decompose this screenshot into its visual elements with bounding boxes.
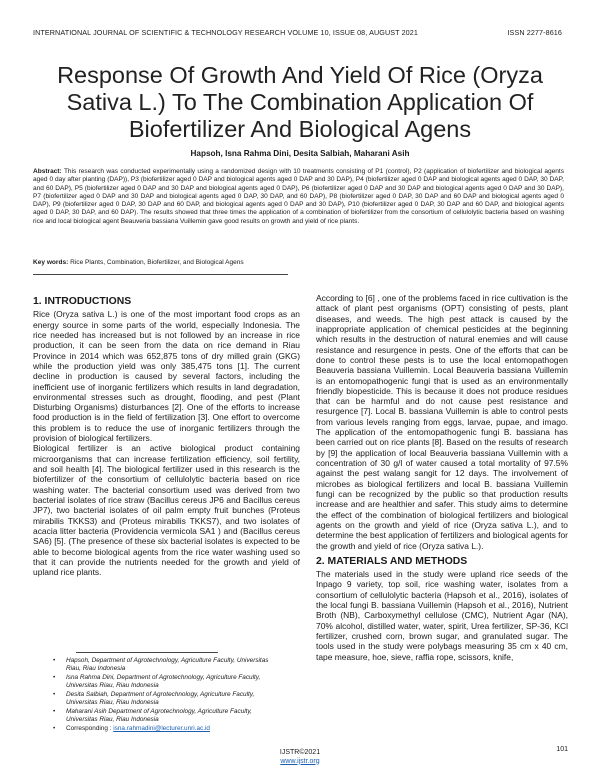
left-column [33,297,300,577]
journal-url-link[interactable]: www.ijstr.org [280,757,320,765]
page-footer [0,749,600,766]
bullet-icon: • [53,657,56,664]
journal-header: INTERNATIONAL JOURNAL OF SCIENTIFIC & TECHNOLOGY RESEARCH VOLUME 10, ISSUE 08, AUGUST 2021 [33,28,418,37]
footnote-divider [76,652,218,653]
page-number: 101 [556,746,568,753]
keywords-label: Key words: [33,259,69,266]
footnote-item [53,725,276,733]
footnote-item [53,708,276,724]
intro-paragraph-1: Rice (Oryza sativa L.) is one of the most important food crops as an energy source in some parts of the world, especially Indonesia. The rice needed has increased but is not followed by an increase in rice production, it can be seen from the data on rice demand in Riau Province in 2014 which was 652,875 tons of dry milled grain (GKG) while the production yield was only 385,475 tons [1]. The current decline in production is caused by several factors, including the inefficient use of inorganic fertilizers which results in land degradation, environmental stresses such as drought, flooding, and pest (Plant Disturbing Organisms) disturbances [2]. One of the efforts to increase food production is in the field of fertilization [3]. One effort to overcome this problem is to reduce the use of inorganic fertilizers through the provision of biological fertilizers. [33,309,300,444]
footnote-text: Hapsoh, Department of Agrotechnology, Agriculture Faculty, Universitas Riau, Riau Indonesia [66,657,269,672]
methods-paragraph-1: The materials used in the study were upland rice seeds of the Inpago 9 variety, top soil, rice washing water, isolates from a consortium of cellulolytic bacteria (Hapsoh et al., 2016), isolates of the local fungi B. bassiana Vuillemin (Hapsoh et al., 2016), Nutrient Broth (NB), Carboxymethyl cellulose (CMC), Nutrient Agar (NA), 70% alcohol, distilled water, water, spirit, Urea fertilizer, SP-36, KCl fertilizer, crushed corn, brown sugar, and granulated sugar. The tools used in the study were polybags measuring 35 cm x 40 cm, tape measure, hoe, sieve, raffia rope, scissors, knife, [316,569,568,662]
paper-title: Response Of Growth And Yield Of Rice (Oryza Sativa L.) To The Combination Application Of Biofertilizer And Biological Agens [57,62,543,142]
abstract [33,168,564,226]
issn: ISSN 2277-8616 [507,28,562,37]
bullet-icon: • [53,691,56,698]
bullet-icon: • [53,708,56,715]
keywords-text: Rice Plants, Combination, Biofertilizer, and Biological Agens [70,259,244,266]
introduction-heading: 1. INTRODUCTIONS [33,296,132,307]
bullet-icon: • [53,725,56,732]
right-paragraph-1: According to [6] , one of the problems faced in rice cultivation is the attack of plant pest organisms (OPT) consisting of pests, plant diseases, and weeds. The high pest attack is caused by the inappropriate application of chemical pesticides at the beginning which results in the destruction of natural enemies and will cause resistance and resurgence in pests. One of the efforts that can be done to control these pests is to use the local entomopathogen Beauveria bassiana Vuillemin. Local Beauveria bassiana Vuillemin is an entomopathogenic fungi that is used as an environmentally friendly biopesticide. This is because it does not produce residues that can be harmful and do not cause pest resistance and resurgence [7]. Local B. bassiana Vuillemin is able to control pests from various levels ranging from eggs, larvae, pupae, and imago. The application of the entomopathogenic fungi B. bassiana has been carried out on rice plants [8]. Based on the results of research by [9] the application of local Beauveria bassiana Vuillemin with a concentration of 30 g/l of water caused a total mortality of 97.5% against the pest walang sangit for 12 days. The involvement of microbes as biological fertilizers and local B. bassiana Vuillemin fungi can be recognized by the public so that production results increase and are healthier and safer. This study aims to determine the effect of the combination of biological fertilizers and biological agents on the growth and yield of rice (Oryza sativa L.), and to determine the best application of fertilizers and biological agents for the growth and yield of rice (Oryza sativa L.). [316,293,568,551]
abstract-label: Abstract: [33,168,62,175]
corresponding-email-link[interactable]: isna.rahmadini@lecturer.unri.ac.id [113,725,210,732]
right-column [316,293,568,662]
footnote-item [53,691,276,707]
methods-heading: 2. MATERIALS AND METHODS [316,555,468,567]
authors: Hapsoh, Isna Rahma Dini, Desita Salbiah, Maharani Asih [190,149,410,158]
bullet-icon: • [53,674,56,681]
keywords [33,259,564,266]
footnote-text: Desita Salbiah, Department of Agrotechnology, Agriculture Faculty, Universitas Riau, Riau Indonesia [66,691,255,706]
corresponding-label: Corresponding : [66,725,112,732]
abstract-text: This research was conducted experimentally using a randomized design with 10 treatments consisting of P1 (control), P2 (application of biofertilizer and biological agents aged 0 day after planting (DAP)), P3 (biofertilizer aged 0 DAP and biological agents aged 0 DAP and 30 DAP), P4 (biofertilizer aged 0 DAP and biological agents aged 0 DAP, 30 DAP, and 60 DAP), P5 (biofertilizer aged 0 DAP and 30 DAP and biological agents aged 0 DAP), P6 (biofertilizer aged 0 DAP and 30 DAP and biological agents aged 0 DAP and 30 DAP), P7 (biofertilizer aged 0 DAP and 30 DAP and biological agents aged 0 DAP, 30 DAP, and 60 DAP), P8 (biofertilizer aged 0 DAP, 30 DAP and 60 DAP and biological agents aged 0 DAP), P9 (biofertilizer aged 0 DAP, 30 DAP and 60 DAP, and biological agents aged 0 DAP and 30 DAP), P10 (biofertilizer aged 0 DAP, 30 DAP and 60 DAP, and biological agents aged 0 DAP, 30 DAP, and 60 DAP). The results showed that three times the application of a combination of biofertilizer from the consortium of cellulolytic bacteria based on washing rice and local biological agent Beauveria bassiana Vuillemin gave good results on growth and yield of rice plants. [33,168,564,225]
intro-paragraph-2: Biological fertilizer is an active biological product containing microorganisms that can increase fertilization efficiency, soil fertility, and soil health [4]. The biological fertilizer used in this research is the biofertilizer of the consortium of cellulolytic bacteria based on rice washing water. The bacterial consortium used was derived from two bacterial isolates of rice straw (Bacillus cereus JP6 and Bacillus cereus JP7), two bacterial isolates of oil palm empty fruit bunches (Proteus mirabilis TKKS3) and (Proteus mirabilis TKKS7), and two isolates of acacia litter bacteria (Providencia vermicola SA1 ) and (Bacillus cereus SA6) [5]. (The presence of these six bacterial isolates is expected to be able to become biological agents from the rice water washing used so that it can provide the nutrients needed for the growth and yield of upland rice plants. [33,443,300,578]
footnote-item [53,674,276,690]
footnote-text: Maharani Asih Department of Agrotechnology, Agriculture Faculty, Universitas Riau, Riau Indonesia [66,708,252,723]
footnote-text: Isna Rahma Dini, Department of Agrotechnology, Agriculture Faculty, Universitas Riau, Riau Indonesia [66,674,261,689]
abstract-divider [33,274,288,275]
copyright: IJSTR©2021 [279,749,321,756]
footnote-item [53,657,276,673]
footnotes [53,657,276,734]
